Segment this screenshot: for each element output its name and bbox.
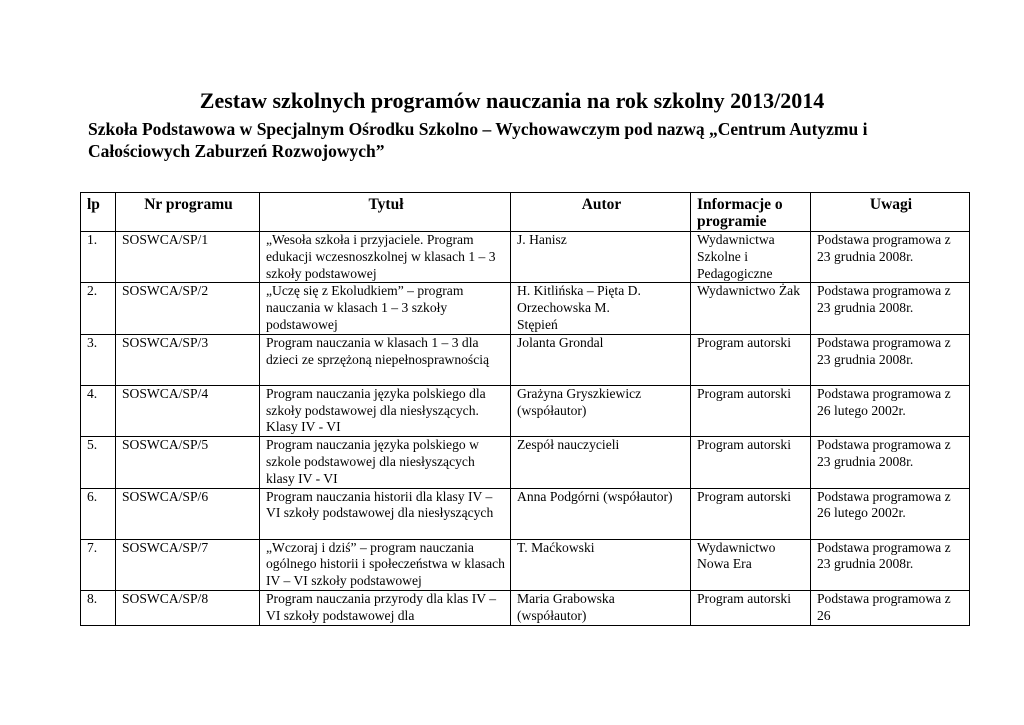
cell-uwagi: Podstawa programowa z 23 grudnia 2008r. — [811, 283, 970, 334]
table-row — [81, 488, 970, 539]
header-uwagi: Uwagi — [811, 193, 970, 232]
cell-lp: 1. — [81, 232, 116, 283]
programs-table — [80, 192, 970, 626]
cell-informacje: Program autorski — [691, 385, 811, 436]
cell-autor: T. Maćkowski — [511, 539, 691, 590]
cell-lp: 8. — [81, 590, 116, 625]
cell-uwagi: Podstawa programowa z 26 lutego 2002r. — [811, 488, 970, 539]
cell-uwagi: Podstawa programowa z 26 lutego 2002r. — [811, 385, 970, 436]
cell-tytul: Program nauczania języka polskiego dla szkoły podstawowej dla niesłyszących. Klasy IV - VI — [260, 385, 511, 436]
cell-tytul: Program nauczania w klasach 1 – 3 dla dzieci ze sprzężoną niepełnosprawnością — [260, 334, 511, 385]
cell-informacje: Program autorski — [691, 488, 811, 539]
cell-lp: 4. — [81, 385, 116, 436]
cell-lp: 7. — [81, 539, 116, 590]
cell-tytul: Program nauczania języka polskiego w szkole podstawowej dla niesłyszących klasy IV - VI — [260, 437, 511, 488]
cell-nr-programu: SOSWCA/SP/6 — [116, 488, 260, 539]
cell-lp: 2. — [81, 283, 116, 334]
cell-autor: H. Kitlińska – Pięta D. Orzechowska M. Stępień — [511, 283, 691, 334]
table-row — [81, 232, 970, 283]
table-row — [81, 437, 970, 488]
cell-nr-programu: SOSWCA/SP/7 — [116, 539, 260, 590]
cell-informacje: Wydawnictwo Nowa Era — [691, 539, 811, 590]
cell-informacje: Wydawnictwa Szkolne i Pedagogiczne — [691, 232, 811, 283]
cell-autor: Maria Grabowska (współautor) — [511, 590, 691, 625]
header-tytul: Tytuł — [260, 193, 511, 232]
cell-uwagi: Podstawa programowa z 23 grudnia 2008r. — [811, 232, 970, 283]
page-subtitle: Szkoła Podstawowa w Specjalnym Ośrodku Szkolno – Wychowawczym pod nazwą „Centrum Autyzmu i Całościowych Zaburzeń Rozwojowych” — [88, 119, 868, 161]
table-row — [81, 385, 970, 436]
cell-informacje: Program autorski — [691, 590, 811, 625]
cell-nr-programu: SOSWCA/SP/5 — [116, 437, 260, 488]
cell-informacje: Program autorski — [691, 334, 811, 385]
cell-uwagi: Podstawa programowa z 23 grudnia 2008r. — [811, 334, 970, 385]
header-lp: lp — [81, 193, 116, 232]
header-nr-programu: Nr programu — [116, 193, 260, 232]
cell-nr-programu: SOSWCA/SP/2 — [116, 283, 260, 334]
cell-autor: Zespół nauczycieli — [511, 437, 691, 488]
cell-informacje: Program autorski — [691, 437, 811, 488]
cell-nr-programu: SOSWCA/SP/1 — [116, 232, 260, 283]
table-row — [81, 590, 970, 625]
header-informacje: Informacje o programie — [691, 193, 811, 232]
cell-lp: 5. — [81, 437, 116, 488]
cell-tytul: „Wesoła szkoła i przyjaciele. Program edukacji wczesnoszkolnej w klasach 1 – 3 szkoły podstawowej — [260, 232, 511, 283]
cell-uwagi: Podstawa programowa z 26 — [811, 590, 970, 625]
cell-tytul: Program nauczania przyrody dla klas IV – VI szkoły podstawowej dla — [260, 590, 511, 625]
cell-autor: Jolanta Grondal — [511, 334, 691, 385]
table-row — [81, 539, 970, 590]
cell-lp: 3. — [81, 334, 116, 385]
table-header-row — [81, 193, 970, 232]
cell-nr-programu: SOSWCA/SP/8 — [116, 590, 260, 625]
header-autor: Autor — [511, 193, 691, 232]
table-row — [81, 283, 970, 334]
cell-nr-programu: SOSWCA/SP/3 — [116, 334, 260, 385]
cell-lp: 6. — [81, 488, 116, 539]
cell-tytul: „Uczę się z Ekoludkiem” – program nauczania w klasach 1 – 3 szkoły podstawowej — [260, 283, 511, 334]
cell-tytul: „Wczoraj i dziś” – program nauczania ogólnego historii i społeczeństwa w klasach IV – VI szkoły podstawowej — [260, 539, 511, 590]
table-row — [81, 334, 970, 385]
cell-uwagi: Podstawa programowa z 23 grudnia 2008r. — [811, 437, 970, 488]
cell-autor: Anna Podgórni (współautor) — [511, 488, 691, 539]
cell-tytul: Program nauczania historii dla klasy IV – VI szkoły podstawowej dla niesłyszących — [260, 488, 511, 539]
cell-autor: Grażyna Gryszkiewicz (współautor) — [511, 385, 691, 436]
cell-nr-programu: SOSWCA/SP/4 — [116, 385, 260, 436]
cell-uwagi: Podstawa programowa z 23 grudnia 2008r. — [811, 539, 970, 590]
cell-autor: J. Hanisz — [511, 232, 691, 283]
cell-informacje: Wydawnictwo Żak — [691, 283, 811, 334]
page-title: Zestaw szkolnych programów nauczania na rok szkolny 2013/2014 — [199, 88, 825, 113]
